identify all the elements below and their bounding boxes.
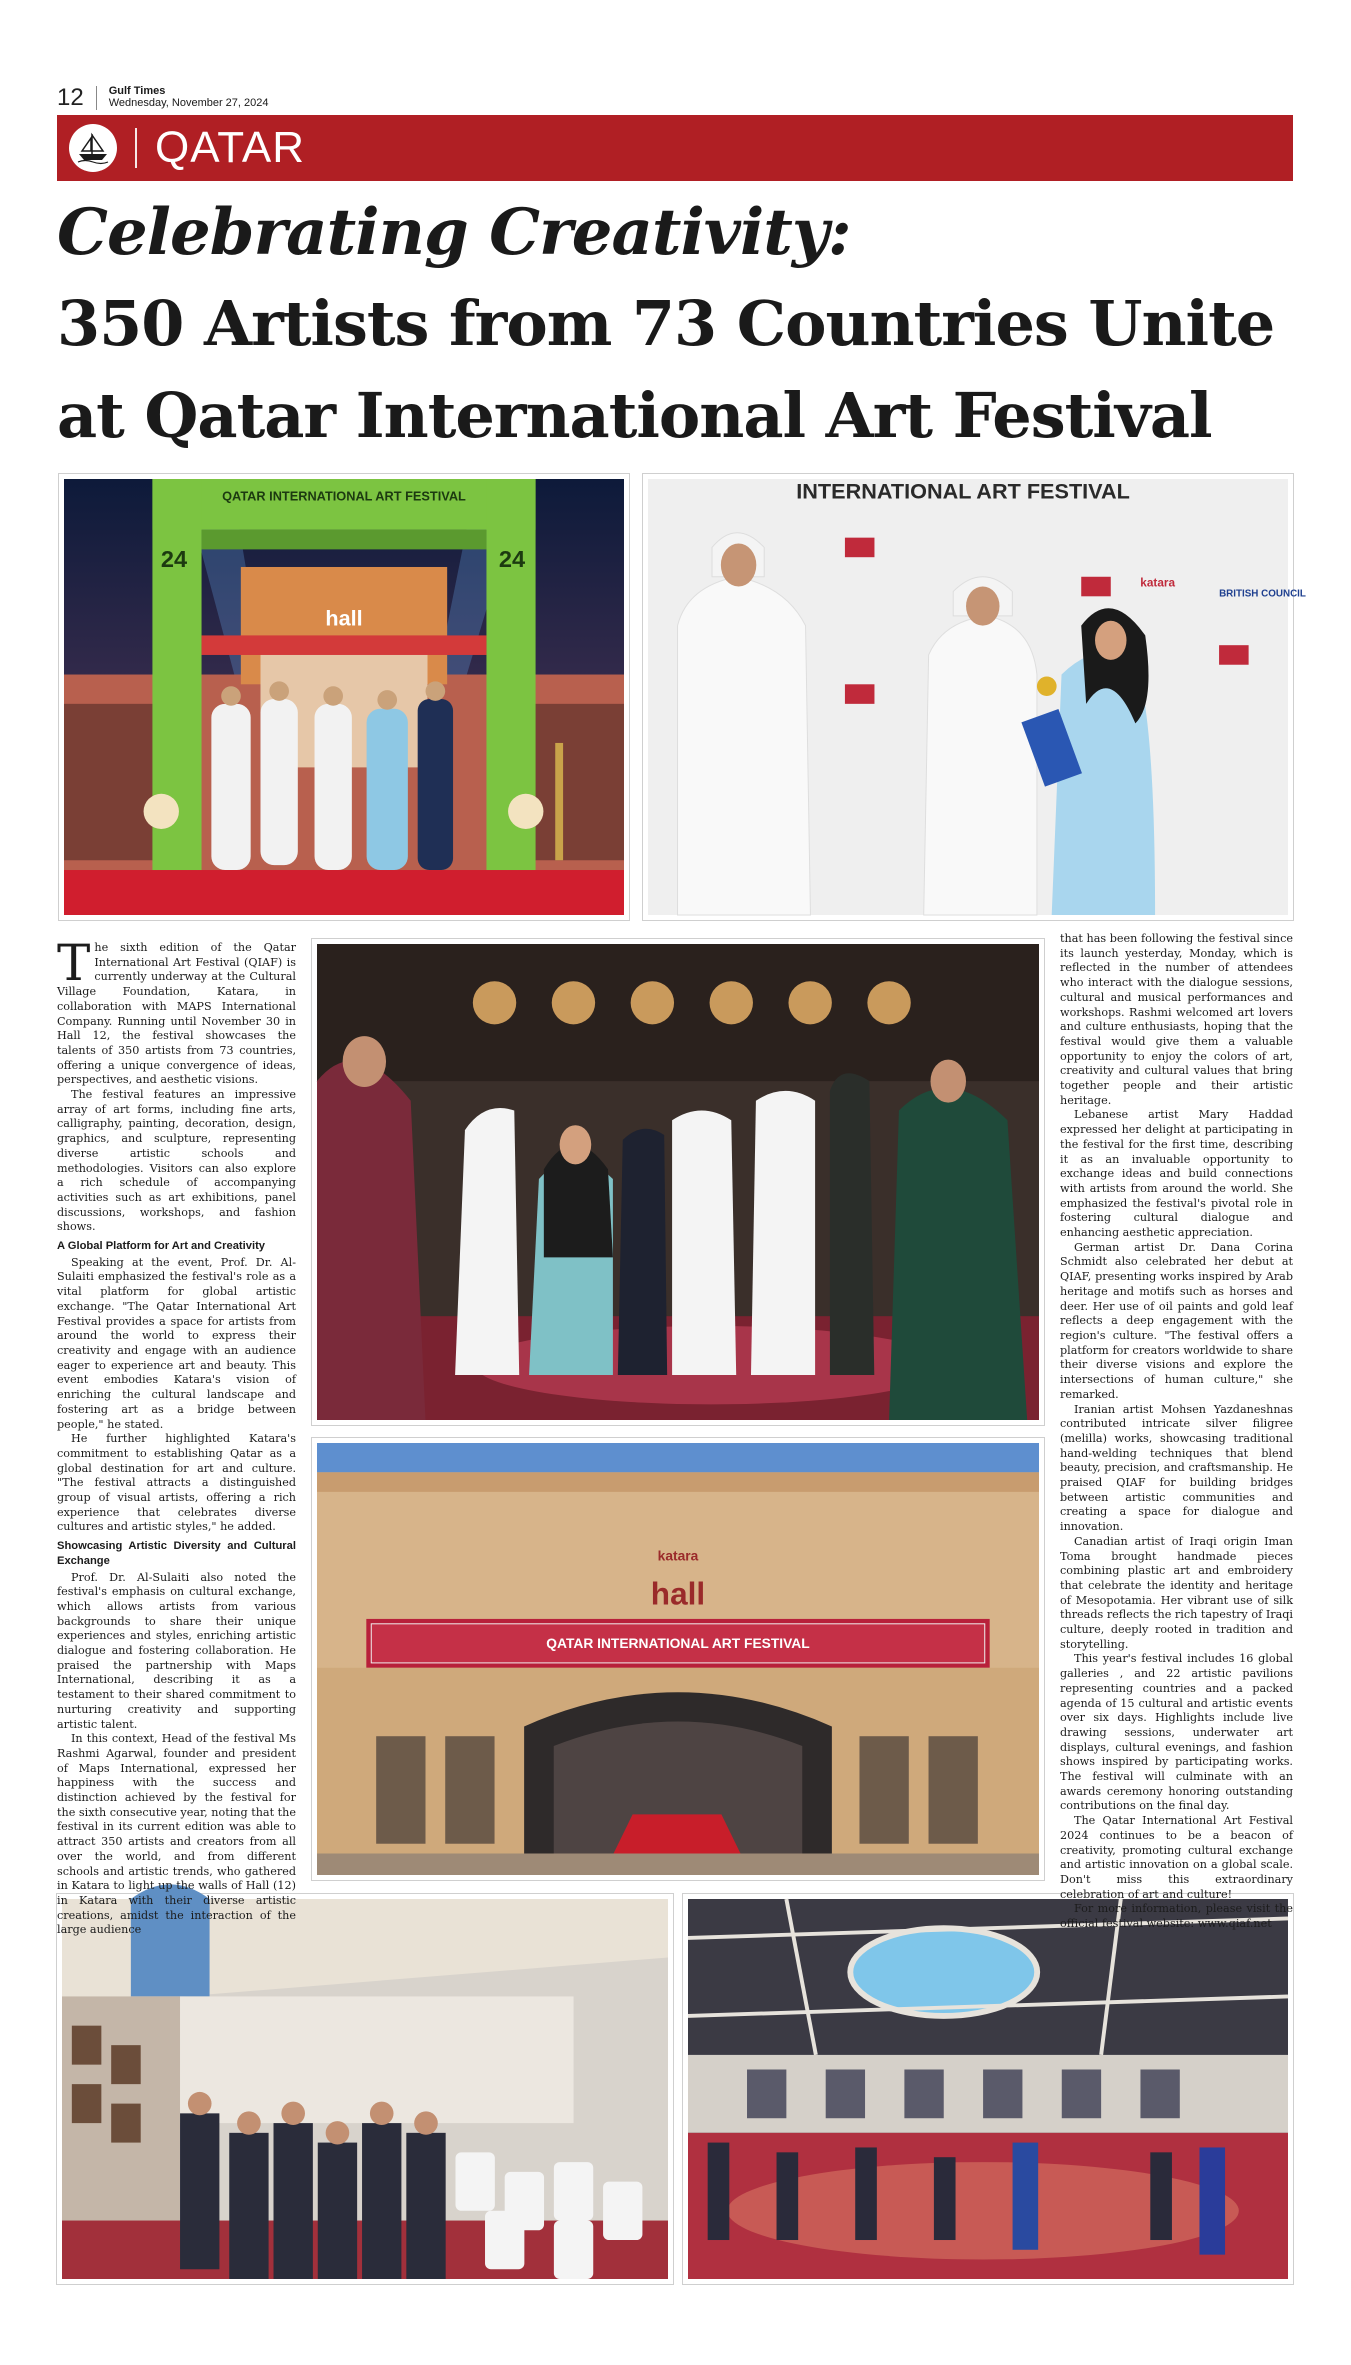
article-paragraph: Lebanese artist Mary Haddad expressed her delight at participating in the festival for the first time, describing it as an invaluable opportunity to exchange ideas and build connections with artists from around the world. She emphasized the festival's pivotal role in fostering cultural dialogue and enhancing aesthetic appreciation. <box>1060 1108 1293 1240</box>
folio <box>57 84 269 112</box>
page-number: 12 <box>57 84 84 111</box>
dhow-boat-icon <box>69 124 117 172</box>
gate-hall-name: hall <box>325 605 363 631</box>
headline <box>57 188 1307 462</box>
headline-kicker: Celebrating Creativity: <box>57 195 851 270</box>
drop-cap: T <box>57 934 91 992</box>
backdrop-sponsor: BRITISH COUNCIL <box>1219 588 1306 600</box>
article-paragraph: Speaking at the event, Prof. Dr. Al-Sulaiti emphasized the festival's role as a vital platform for global artistic exchange. "The Qatar International Art Festival provides a space for artists from around the world to express their creativity and engage with an audience eager to experience art and beauty. This event embodies Katara's vision of enriching the cultural landscape and fostering art as a bridge between people," he stated. <box>57 1255 296 1431</box>
article-paragraph: Prof. Dr. Al-Sulaiti also noted the festival's emphasis on cultural exchange, which allows artists from various backgrounds to share their unique experiences and styles, enriching artistic dialogue and fostering collaboration. He praised the partnership with Maps International, describing it as a testament to their shared commitment to nurturing creativity and supporting artistic talent. <box>57 1570 296 1731</box>
publication-name: Gulf Times <box>108 85 166 98</box>
article-column-1 <box>57 934 296 1938</box>
section-title: QATAR <box>155 123 306 172</box>
article-paragraph: This year's festival includes 16 global galleries , and 22 artistic pavilions representing countries and a packed agenda of 15 cultural and artistic events over six days. Highlights include live drawing sessions, underwater art displays, cultural evenings, and fashion shows inspired by participating works. The festival will culminate with an awards ceremony honoring outstanding contributions on the final day. <box>1060 1652 1293 1813</box>
article-paragraph: German artist Dr. Dana Corina Schmidt also celebrated her debut at QIAF, presenting works inspired by Arab heritage and motifs such as horses and deer. Her use of oil paints and gold leaf reflects a deep engagement with the region's culture. "The festival offers a platform for creators worldwide to share their diverse visions and explore the intersections of human culture," she remarked. <box>1060 1240 1293 1401</box>
article-lead-text: he sixth edition of the Qatar International Art Festival (QIAF) is currently underway at the Cultural Village Foundation, Katara, in collaboration with MAPS International Company. Running until November 30 in Hall 12, the festival showcases the talents of 350 artists from 73 countries, offering a unique convergence of ideas, perspectives, and aesthetic visions. <box>57 941 296 1087</box>
issue-date: Wednesday, November 27, 2024 <box>108 97 269 109</box>
headline-line-2: at Qatar International Art Festival <box>57 379 1212 452</box>
article-paragraph <box>57 934 296 1088</box>
article-paragraph: Canadian artist of Iraqi origin Iman Toma brought handmade pieces combining plastic art and embroidery that celebrate the identity and heritage of Mesopotamia. Her vibrant use of silk threads reflects the rich tapestry of Iraqi culture, deeply rooted in tradition and storytelling. <box>1060 1534 1293 1651</box>
article-paragraph: In this context, Head of the festival Ms Rashmi Agarwal, founder and president of Maps International, expressed her happiness with the success and distinction achieved by the festival for the sixth consecutive year, noting that the festival in its current edition was able to attract 350 artists and creators from all over the world, and from different schools and artistic trends, who gathered in Katara to light up the walls of Hall (12) in Katara with their diverse artistic creations, amidst the interaction of the large audience <box>57 1732 296 1937</box>
photo-delegation-tour <box>312 939 1044 1425</box>
backdrop-sponsor-2: katara <box>1140 576 1176 590</box>
photo-exhibition-hall <box>683 1894 1293 2284</box>
article-subhead: A Global Platform for Art and Creativity <box>57 1240 266 1253</box>
article-paragraph: Iranian artist Mohsen Yazdaneshnas contributed intricate silver filigree (melilla) works, showcasing traditional hand-welding techniques that blend beauty, precision, and craftsmanship. He praised QIAF for building bridges between artistic communities and creating a space for dialogue and innovation. <box>1060 1402 1293 1534</box>
photo-festival-gate <box>59 474 629 920</box>
gate-number-right: 24 <box>498 546 526 572</box>
photo-exhibition-crowd <box>57 1894 673 2284</box>
hall-banner-text: QATAR INTERNATIONAL ART FESTIVAL <box>546 1636 810 1652</box>
article-paragraph: The Qatar International Art Festival 2024 continues to be a beacon of creativity, promoting cultural exchange and artistic innovation on a global scale. Don't miss this extraordinary celebration of art and culture! <box>1060 1814 1293 1901</box>
hall-name: hall <box>650 1576 706 1612</box>
backdrop-title: INTERNATIONAL ART FESTIVAL <box>796 478 1130 504</box>
article-paragraph: For more information, please visit the official festival website: www.qiaf.net <box>1060 1902 1293 1931</box>
article-paragraph: that has been following the festival since its launch yesterday, Monday, which is reflected in the number of attendees who interact with the dialogue sessions, cultural and musical performances and workshops. Rashmi welcomed art lovers and culture enthusiasts, hoping that the festival would give them a valuable opportunity to enjoy the colors of art, creativity and cultural values that bring together people and their artistic heritage. <box>1060 932 1293 1107</box>
gate-sign-title: QATAR INTERNATIONAL ART FESTIVAL <box>222 488 466 504</box>
article-paragraph: The festival features an impressive array of art forms, including fine arts, calligraphy, painting, decoration, design, graphics, and sculpture, representing diverse artistic schools and methodologies. Visitors can also explore a rich schedule of accompanying activities such as art exhibitions, panel discussions, workshops, and fashion shows. <box>57 1088 296 1234</box>
gate-number-left: 24 <box>160 546 188 572</box>
headline-line-1: 350 Artists from 73 Countries Unite <box>57 287 1275 360</box>
photo-katara-hall <box>312 1438 1044 1880</box>
section-banner <box>57 115 1293 181</box>
article-subhead: Showcasing Artistic Diversity and Cultural Exchange <box>57 1540 296 1567</box>
banner-divider <box>135 128 137 168</box>
photo-award-presentation <box>643 474 1306 920</box>
folio-divider <box>96 86 97 110</box>
folio-meta <box>109 86 269 109</box>
article-paragraph: He further highlighted Katara's commitment to establishing Qatar as a global destination for art and culture. "The festival attracts a distinguished group of visual artists, offering a rich experience that celebrates diverse cultures and artistic styles," he added. <box>57 1432 296 1534</box>
article-column-3 <box>1060 932 1293 1932</box>
hall-sub: katara <box>657 1548 699 1564</box>
